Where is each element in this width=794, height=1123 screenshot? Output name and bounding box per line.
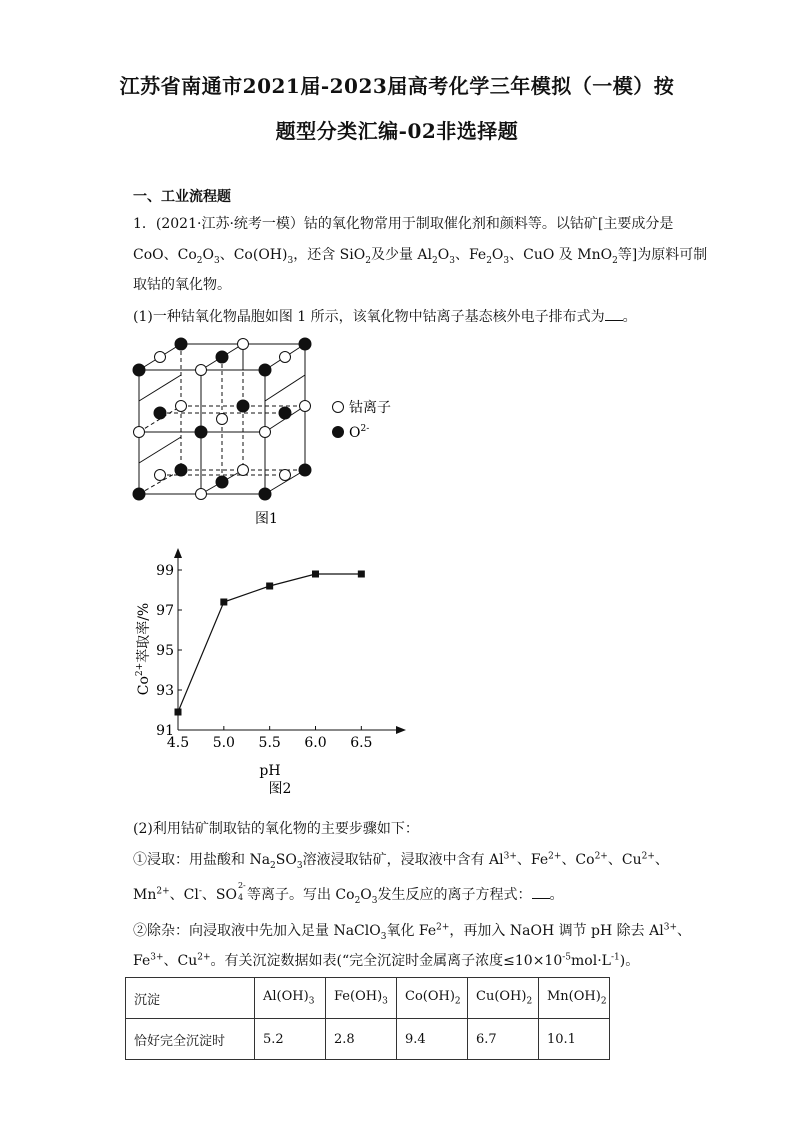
y-tick-label: 99 bbox=[156, 563, 174, 579]
o2-ion bbox=[133, 488, 145, 500]
cobalt-ion bbox=[238, 339, 249, 350]
cobalt-ion bbox=[238, 465, 249, 476]
o2-ion bbox=[279, 407, 291, 419]
cobalt-ion bbox=[280, 352, 291, 363]
legend-oxide-label: $O^{2-}$ bbox=[349, 424, 370, 441]
y-axis-label: $Co^{2+}$萃取率/% bbox=[135, 602, 152, 696]
o2-ion bbox=[259, 488, 271, 500]
y-tick-label: 91 bbox=[156, 723, 174, 739]
document-title-line-2: 题型分类汇编-02非选择题 bbox=[275, 119, 519, 143]
data-point bbox=[358, 571, 365, 578]
x-tick-label: 5.0 bbox=[212, 735, 235, 751]
figure-1-crystal-cell bbox=[125, 330, 415, 530]
figure-2-caption: 图2 bbox=[268, 781, 292, 797]
section-heading: 一、工业流程题 bbox=[133, 189, 231, 205]
y-tick-label: 97 bbox=[156, 603, 174, 619]
series-line bbox=[178, 574, 361, 712]
o2-ion bbox=[216, 476, 228, 488]
o2-ion bbox=[175, 464, 187, 476]
table-cell: 9.4 bbox=[397, 1019, 468, 1060]
step-2-line-2: $Fe^{3+}$、$Cu^{2+}$。有关沉淀数据如表(“完全沉淀时金属离子浓度$\le 10\times 10^{-5}mol\cdot L^{-1}$)。 bbox=[133, 952, 640, 969]
cobalt-ion bbox=[280, 470, 291, 481]
answer-blank[interactable] bbox=[532, 886, 550, 899]
figure-1-caption: 图1 bbox=[255, 511, 278, 527]
table-cell: 10.1 bbox=[539, 1019, 610, 1060]
x-tick-label: 5.5 bbox=[258, 735, 281, 751]
o2-ion bbox=[195, 426, 207, 438]
o2-ion bbox=[154, 407, 166, 419]
data-point bbox=[312, 571, 319, 578]
o2-ion bbox=[299, 338, 311, 350]
cobalt-ion bbox=[196, 365, 207, 376]
step-1-line-2: $Mn^{2+}$、Cl-、SO 2- 4 等离子。写出 $Co_2O_3$发生反应的离子方程式： 。 bbox=[133, 881, 564, 906]
table-header-cell: $Mn(OH)_2$ bbox=[539, 978, 610, 1019]
o2-ion bbox=[133, 364, 145, 376]
cobalt-ion bbox=[176, 401, 187, 412]
cobalt-ion bbox=[217, 414, 228, 425]
cobalt-ion bbox=[196, 489, 207, 500]
step-2-line-1: ②除杂：向浸取液中先加入足量 NaClO$_3$氧化 $Fe^{2+}$，再加入 NaOH 调节 pH 除去 $Al^{3+}$、 bbox=[133, 922, 691, 942]
x-tick-label: 4.5 bbox=[166, 735, 190, 751]
table-cell: 2.8 bbox=[326, 1019, 397, 1060]
x-tick-label: 6.5 bbox=[350, 735, 373, 751]
o2-ion bbox=[175, 338, 187, 350]
cobalt-ion bbox=[155, 470, 166, 481]
table-header-cell: $Co(OH)_2$ bbox=[397, 978, 468, 1019]
cobalt-ion bbox=[260, 427, 271, 438]
legend-oxide-marker bbox=[332, 426, 344, 438]
o2-ion bbox=[259, 364, 271, 376]
y-axis-arrow bbox=[174, 548, 182, 558]
chart-axes bbox=[156, 548, 406, 751]
table-cell: 6.7 bbox=[468, 1019, 539, 1060]
table-header-cell: $Fe(OH)_3$ bbox=[326, 978, 397, 1019]
x-axis-label: pH bbox=[259, 763, 281, 779]
o2-ion bbox=[237, 400, 249, 412]
table-header-row bbox=[126, 978, 610, 1019]
answer-blank[interactable] bbox=[605, 308, 623, 321]
legend-cobalt-marker bbox=[333, 402, 344, 413]
o2-ion bbox=[216, 351, 228, 363]
document-title-line-1: 江苏省南通市2021届-2023届高考化学三年模拟（一模）按 bbox=[119, 74, 675, 98]
sub-question-2-intro: (2)利用钴矿制取钴的氧化物的主要步骤如下： bbox=[133, 821, 419, 837]
table-header-cell: $Cu(OH)_2$ bbox=[468, 978, 539, 1019]
data-point bbox=[220, 599, 227, 606]
question-1-stem-line-3: 取钴的氧化物。 bbox=[133, 277, 231, 293]
table-row bbox=[126, 1019, 610, 1060]
chart-marks bbox=[175, 571, 365, 716]
data-point bbox=[266, 583, 273, 590]
cobalt-ion bbox=[155, 352, 166, 363]
figure-2-chart bbox=[130, 540, 420, 805]
y-tick-label: 93 bbox=[156, 683, 174, 699]
x-tick-label: 6.0 bbox=[304, 735, 327, 751]
table-header-cell: $Al(OH)_3$ bbox=[255, 978, 326, 1019]
precipitation-table bbox=[125, 977, 610, 1060]
cobalt-ion bbox=[300, 401, 311, 412]
table-header-cell: 沉淀 bbox=[126, 978, 255, 1019]
table-row-label: 恰好完全沉淀时 bbox=[126, 1019, 255, 1060]
cobalt-ion bbox=[134, 427, 145, 438]
y-tick-label: 95 bbox=[156, 643, 174, 659]
o2-ion bbox=[299, 464, 311, 476]
question-1-stem-line-1: 1．(2021·江苏·统考一模）钴的氧化物常用于制取催化剂和颜料等。以钴矿[主要成分是 bbox=[133, 216, 674, 232]
step-1-line-1: ①浸取：用盐酸和 $Na_2SO_3$溶液浸取钴矿，浸取液中含有 $Al^{3+}$、$Fe^{2+}$、$Co^{2+}$、$Cu^{2+}$、 bbox=[133, 851, 669, 871]
sub-question-1: (1)一种钴氧化物晶胞如图 1 所示，该氧化物中钴离子基态核外电子排布式为 。 bbox=[133, 309, 637, 325]
question-1-stem-line-2: CoO、$Co_2O_3$、$Co(OH)_3$，还含 SiO$_2$及少量 $Al_2O_3$、$Fe_2O_3$、CuO 及 MnO$_2$等]为原料可制 bbox=[133, 247, 708, 266]
table-cell: 5.2 bbox=[255, 1019, 326, 1060]
data-point bbox=[175, 709, 182, 716]
x-axis-arrow bbox=[396, 726, 406, 734]
legend-cobalt-label: 钴离子 bbox=[349, 400, 391, 416]
